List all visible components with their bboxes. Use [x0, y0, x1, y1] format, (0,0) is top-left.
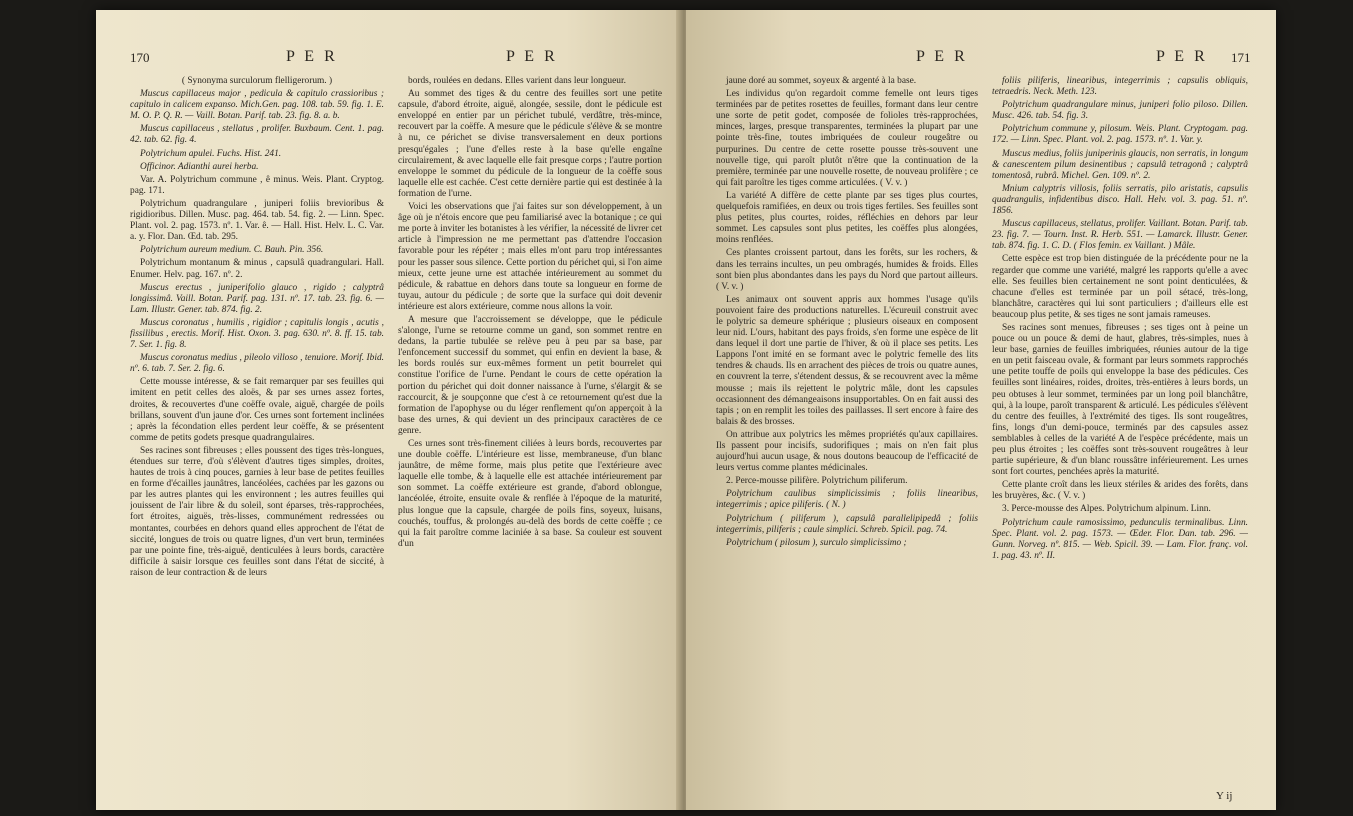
paragraph: Ces plantes croissent partout, dans les forêts, sur les rochers, & dans les terrains incultes, un peu ombragés, humides & froids. Elles sont bien plus abondantes dans les pays du Nord que partout ailleurs. ( V. v. ) — [716, 248, 978, 292]
left-column-1 — [130, 76, 384, 796]
paragraph: Cette plante croît dans les lieux stériles & arides des forêts, dans les bruyères, &c. ( V. v. ) — [992, 480, 1248, 502]
left-page-number: 170 — [130, 50, 150, 65]
paragraph: Cette mousse intéresse, & se fait remarquer par ses feuilles qui imitent en petit celles des aloës, & par ses urnes assez fortes, droites, & recouvertes d'une coëffe ovale, aiguë, chargée de poils brillans, souvent d'un jaune d'or. Ces urnes sont fortement inclinées ; après la fécondation elles perdent leur coëffe, & se présentent comme de petits godets presque quadrangulaires. — [130, 377, 384, 443]
paragraph: Muscus medius, foliis juniperinis glaucis, non serratis, in longum & canescentem pilum desinentibus ; capsulâ tetragonâ ; calyptrâ tomentosâ, rubrâ. Michel. Gen. 109. nº. 2. — [992, 148, 1248, 181]
paragraph: Polytrichum quadrangulare minus, juniperi folio piloso. Dillen. Musc. 426. tab. 54. fig. 3. — [992, 100, 1248, 122]
paragraph: Muscus capillaceus , stellatus , prolifer. Buxbaum. Cent. 1. pag. 42. tab. 62. fig. 4. — [130, 124, 384, 146]
right-column-2 — [992, 76, 1248, 796]
paragraph: 3. Perce-mousse des Alpes. Polytrichum alpinum. Linn. — [1002, 504, 1211, 515]
paragraph: Ces urnes sont très-finement ciliées à leurs bords, recouvertes par une double coëffe. L'intérieure est lisse, membraneuse, d'un blanc jaunâtre, de même forme, mais plus petite que l'extérieure avec laquelle elle tombe, & à laquelle elle est attachée intérieurement par son sommet. La coëffe extérieure est grande, d'abord oblongue, lancéolée, étroite, ensuite ovale & renflée à l'époque de la maturité, plus longue que la capsule, chargée de poils fins, soyeux, luisans, couchés, touffus, & prolongés au-delà des bords de cette coëffe ; ce qui la fait paroître comme laciniée à sa base. Sa couleur est souvent d'un — [398, 439, 662, 549]
paragraph: On attribue aux polytrics les mêmes propriétés qu'aux capillaires. Ils passent pour incisifs, sudorifiques ; mais on n'en fait plus aujourd'hui aucun usage, & nous doutons beaucoup de l'efficacité de leurs vertus comme plantes médicinales. — [716, 429, 978, 474]
paragraph: Muscus capillaceus major , pedicula & capitulo crassioribus ; capitulo in calicem expanso. Mich.Gen. pag. 108. tab. 59. fig. 1. E. M. O. P. Q. R. — Vaill. Botan. Parif. tab. 23. fig. 8. a. b. — [130, 89, 384, 122]
paragraph: 2. Perce-mousse pilifère. Polytrichum piliferum. — [726, 476, 908, 487]
left-running-head: P E R — [286, 48, 338, 65]
paragraph: Muscus coronatus , humilis , rigidior ; capitulis longis , acutis , fissilibus , erectis. Morif. Hist. Oxon. 3. pag. 630. nº. 8. ff. 15. tab. 7. Ser. 1. fig. 8. — [130, 317, 384, 351]
paragraph: Au sommet des tiges & du centre des feuilles sort une petite capsule, d'abord étroite, aiguë, alongée, sessile, dont le pédicule est enveloppé en entier par un périchet tubulé, verdâtre, très-mince, recouvert par la coëffe. A mesure que le pédicule s'élève & se montre à nu, ce périchet se divise transversalement en deux portions presqu'égales ; l'une d'elles reste à la base qu'elle engaîne circulairement, & avec laquelle elle fait presque corps ; l'autre portion enveloppe le sommet du pédicule de la longueur de la coëffe sous laquelle elle est cachée. C'est cette dernière partie qui est destinée à la formation de l'urne. — [398, 89, 662, 199]
paragraph: Var. A. Polytrichum commune , ê minus. Weis. Plant. Cryptog. pag. 171. — [130, 174, 384, 196]
paragraph: A mesure que l'accroissement se développe, que le pédicule s'alonge, l'urne se retourne comme un gand, son sommet rentre en dedans, la partie tubulée se relève peu à peu par sa base, par l'enfoncement successif du sommet, qui enfin en devient la base, & les bords roulés sur eux-mêmes forment un petit bourrelet qui constitue l'orifice de l'urne. Pendant le cours de cette opération la portion du périchet qui doit donner naissance à l'urne, s'élargit & se raccourcit, & je soupçonne que c'est à ce retournement qu'est due la formation de l'apophyse ou du léger renflement qu'on apperçoit à la base des urnes, & qui devient un des principaux caractères de ce genre. — [398, 314, 662, 436]
paragraph: Polytrichum apulei. Fuchs. Hist. 241. — [140, 148, 282, 159]
left-column-2 — [398, 76, 662, 796]
paragraph: Muscus coronatus medius , pileolo villoso , tenuiore. Morif. Ibid. nº. 6. tab. 7. Ser. 2. fig. 6. — [130, 353, 384, 375]
paragraph: Les animaux ont souvent appris aux hommes l'usage qu'ils pouvoient faire des productions naturelles. L'écureuil construit avec le polytric sa demeure sphérique ; plusieurs oiseaux en composent leur nid. L'ours, habitant des pays froids, s'en forme une espèce de lit dans lequel il dort une partie de l'hiver, & où il place ses petits. Les Lappons l'ont imité en se formant avec le polytric femelle des lits tendres & chauds. Ils en arrachent des pièces de trois ou quatre aunes, en couvrent la terre, s'étendent dessus, & se recouvrent avec la même mousse ; mais ils rejettent le polytric mâle, dont les capsules occasionnent des démangeaisons insupportables. On en fait aussi des tapis ; on en remplit les toiles des paillasses. Il sert encore à faire des balais & des brosses. — [716, 294, 978, 427]
paragraph: Mnium calyptris villosis, foliis serratis, pilo aristatis, capsulis quadrangulis, infidentibus disco. Hall. Helv. vol. 3. pag. 51. nº. 1856. — [992, 183, 1248, 217]
left-running-head-2: P E R — [506, 48, 558, 65]
right-page — [686, 10, 1276, 810]
left-page — [96, 10, 682, 810]
paragraph: Polytrichum caule ramosissimo, pedunculis terminalibus. Linn. Spec. Plant. vol. 2. pag. 1573. — Œder. Flor. Dan. tab. 296. — Gunn. Norveg. nº. 815. — Web. Spicil. 39. — Lam. Flor. franç. vol. 1. pag. 43. nº. II. — [992, 517, 1248, 561]
right-running-head: P E R — [916, 48, 968, 65]
right-column-1 — [716, 76, 978, 796]
paragraph: Polytrichum ( pilosum ), surculo simplicissimo ; — [726, 537, 907, 548]
paragraph: ( Synonyma surculorum flelligerorum. ) — [181, 76, 333, 86]
paragraph: Cette espèce est trop bien distinguée de la précédente pour ne la regarder que comme une variété, malgré les rapports qu'elle a avec elle. Ses feuilles bien certainement ne sont point denticulées, & chacune d'elles est terminée par un poil sétacé, très-long, blanchâtre, caractères qui lui sont particuliers ; d'ailleurs elle est beaucoup plus petite, & ses tiges ne sont jamais rameuses. — [992, 254, 1248, 320]
paragraph: La variété A diffère de cette plante par ses tiges plus courtes, quelquefois ramifiées, en deux ou trois tiges fertiles. Ses feuilles sont plus petites, plus courtes, roides, réfléchies en dehors par leur sommet. Les capsules sont plus petites, les coëffes plus alongées, moins renflées. — [716, 190, 978, 246]
paragraph: Muscus erectus , juniperifolio glauco , rigido ; calyptrâ longissimâ. Vaill. Botan. Parif. pag. 131. nº. 17. tab. 23. fig. 6. — Lam. Illustr. Gener. tab. 874. fig. 2. — [130, 282, 384, 315]
right-running-head-2: P E R — [1156, 48, 1208, 65]
paragraph: Polytrichum caulibus simplicissimis ; foliis linearibus, integerrimis ; apice piliferis. ( N. ) — [716, 489, 978, 511]
paragraph: Polytrichum ( piliferum ), capsulâ parallelipipedâ ; foliis integerrimis, piliferis ; caule simplici. Schreb. Spicil. pag. 74. — [716, 513, 978, 535]
paragraph: Polytrichum montanum & minus , capsulâ quadrangulari. Hall. Enumer. Helv. pag. 167. nº. 2. — [130, 258, 384, 280]
signature-mark: Y ij — [1216, 790, 1233, 802]
right-page-number: 171 — [1231, 50, 1251, 65]
paragraph: jaune doré au sommet, soyeux & argenté à la base. — [726, 76, 917, 86]
paragraph: foliis piliferis, linearibus, integerrimis ; capsulis obliquis, tetraedris. Neck. Meth. 123. — [992, 76, 1248, 98]
paragraph: Muscus capillaceus, stellatus, prolifer. Vaillant. Botan. Parif. tab. 23. fig. 7. — Tourn. Inst. R. Herb. 551. — Lamarck. Illustr. Gener. tab. 874. fig. 1. C. D. ( Flos femin. ex Vaillant. ) Mâle. — [992, 219, 1248, 252]
paragraph: Ses racines sont fibreuses ; elles poussent des tiges très-longues, étendues sur terre, d'où s'élèvent d'autres tiges simples, droites, hautes de trois à cinq pouces, garnies à leur base de petites feuilles en forme d'écailles jaunâtres, lancéolées, cachées par les gazons ou par les autres plantes qui les environnent ; les autres feuilles qui jouissent de l'air libre & du soleil, sont éparses, très-rapprochées, fort étroites, aiguës, très-lisses, communément redressées ou montantes, courbées en dehors quand elles approchent de l'état de siccité, longues de trois ou quatre lignes, d'un vert brun, terminées par une pointe fine, très-aiguë, denticulées à leurs bords, caractère difficile à saisir lorsque ces feuilles sont dans l'état de siccité, à raison de leur contraction & de leurs — [130, 445, 384, 578]
paragraph: Voici les observations que j'ai faites sur son développement, à un âge où je n'étois encore que peu familiarisé avec la botanique ; ce qui me porte à inviter les botanistes à les vérifier, la nécessité de livrer cet article à l'impression ne me permettant pas d'attendre l'occasion favorable pour les répéter ; mais elles m'ont paru trop intéressantes pour les passer sous silence. Cette portion du périchet qui, si l'on aime mieux, cette jeune urne est attachée intérieurement au sommet du pédicule, & rabattue en dehors dans toute sa longueur en forme de tuyau, autour du pédicule ; de sorte que la surface qui doit devenir intérieure est alors extérieure, comme nous allons la voir. — [398, 202, 662, 312]
open-book — [96, 10, 1276, 810]
paragraph: Polytrichum quadrangulare , juniperi foliis brevioribus & rigidioribus. Dillen. Musc. pag. 464. tab. 54. fig. 2. — Linn. Spec. Plant. vol. 2. pag. 1573. nº. 1. Var. ê. — Hall. Hist. Helv. L. C. Var. a. y. Flor. Dan. Œd. tab. 295. — [130, 198, 384, 243]
paragraph: Officinor. Adianthi aurei herba. — [140, 161, 259, 172]
paragraph: Les individus qu'on regardoit comme femelle ont leurs tiges terminées par de petites rosettes de feuilles, formant dans leur centre une sorte de petit godet, composée de folioles très-rapprochées, minces, larges, presque transparentes, terminées la plupart par une pointe très-fine, toutes imbriquées de couleur rougeâtre ou purpurines. Du centre de cette rosette pousse très-souvent une nouvelle tige, qui paroît plutôt n'être que la continuation de la première, terminée par une nouvelle rosette, de nouveau prolifère ; ce qui fait paroître les tiges comme articulées. ( V. v. ) — [716, 89, 978, 188]
paragraph: Ses racines sont menues, fibreuses ; ses tiges ont à peine un pouce ou un pouce & demi de haut, glabres, très-simples, nues à leur base, garnies de feuilles imbriquées, réunies autour de la tige en un petit faisceau ovale, & formant par leurs sommets rapprochés une petite touffe de poils qui enveloppe la base des pédicules. Ces feuilles sont linéaires, roides, droites, très-entières à leurs bords, un peu obtuses à leur sommet, terminées par un long poil blanchâtre, qui, à la loupe, paroît transparent & articulé. Les pédicules s'élèvent du centre des feuilles, à l'extrémité des tiges. Ils sont rougeâtres, fins, longs d'un demi-pouce, terminés par des capsules assez semblables à celles de la variété A de l'espèce précédente, mais un peu plus étroites ; les coëffes sont très-souvent rougeâtres à leur partie supérieure, & d'un blanc roussâtre inférieurement. Les urnes sont fort courtes, penchées après la maturité. — [992, 322, 1248, 478]
paragraph: Polytrichum commune y, pilosum. Weis. Plant. Cryptogam. pag. 172. — Linn. Spec. Plant. vol. 2. pag. 1573. nº. 1. Var. y. — [992, 124, 1248, 146]
paragraph: bords, roulées en dedans. Elles varient dans leur longueur. — [408, 76, 626, 86]
paragraph: Polytrichum aureum medium. C. Bauh. Pin. 356. — [140, 245, 324, 256]
